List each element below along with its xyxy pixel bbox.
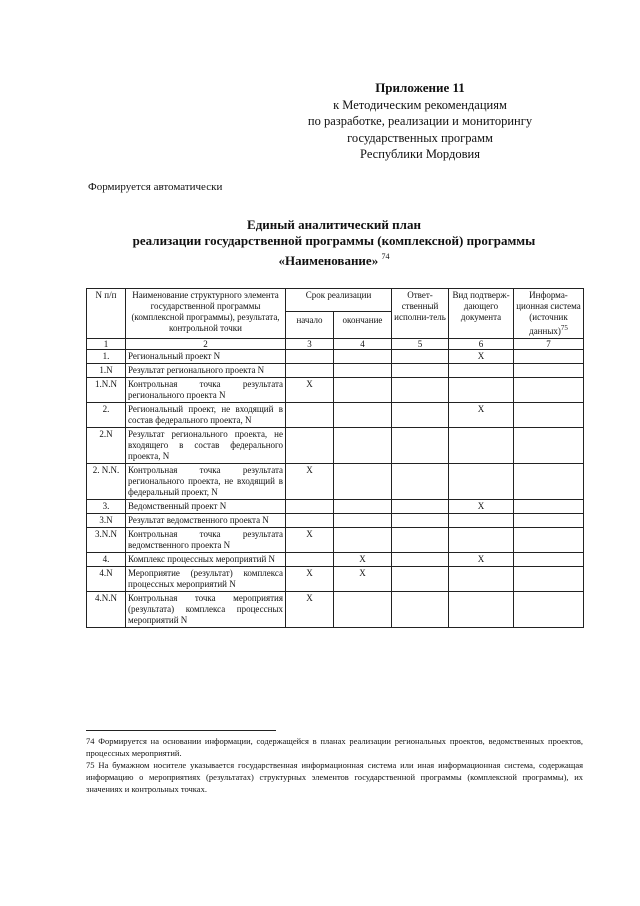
row-responsible (392, 378, 449, 403)
row-start (286, 500, 334, 514)
row-responsible (392, 567, 449, 592)
row-end (334, 428, 392, 464)
footnote-ref: 75 (560, 324, 568, 332)
row-name: Результат регионального проекта, не входящего в состав федерального проекта, N (126, 428, 286, 464)
row-info-system (514, 567, 584, 592)
footnote-divider (86, 730, 276, 731)
row-end: X (334, 567, 392, 592)
table-row (87, 350, 584, 364)
row-name: Ведомственный проект N (126, 500, 286, 514)
row-number: 4.N (87, 567, 126, 592)
row-responsible (392, 592, 449, 628)
table-row (87, 428, 584, 464)
row-start (286, 350, 334, 364)
row-end (334, 350, 392, 364)
row-document (449, 464, 514, 500)
row-info-system (514, 350, 584, 364)
plan-title-line (84, 249, 584, 269)
table-row (87, 528, 584, 553)
column-number-row (87, 339, 584, 350)
appendix-line: Республики Мордовия (360, 147, 480, 161)
row-end (334, 514, 392, 528)
row-document: X (449, 403, 514, 428)
row-start: X (286, 567, 334, 592)
row-number: 2. (87, 403, 126, 428)
row-number: 3.N.N (87, 528, 126, 553)
row-number: 2. N.N. (87, 464, 126, 500)
appendix-line: государственных программ (347, 130, 493, 145)
header-start: начало (286, 312, 334, 339)
row-document (449, 428, 514, 464)
row-start (286, 428, 334, 464)
plan-title (84, 217, 584, 269)
table-row (87, 592, 584, 628)
row-name: Контрольная точка результата ведомственного проекта N (126, 528, 286, 553)
auto-note: Формируется автоматически (88, 181, 223, 193)
table-row (87, 464, 584, 500)
row-name: Региональный проект N (126, 350, 286, 364)
column-number: 4 (334, 339, 392, 350)
row-end (334, 592, 392, 628)
row-document (449, 378, 514, 403)
row-document (449, 528, 514, 553)
row-responsible (392, 364, 449, 378)
row-document (449, 592, 514, 628)
plan-title-line: реализации государственной программы (комплексной) программы (132, 233, 536, 248)
header-end: окончание (334, 312, 392, 339)
table-row (87, 378, 584, 403)
row-responsible (392, 464, 449, 500)
row-document: X (449, 500, 514, 514)
table-row (87, 403, 584, 428)
header-info-system (514, 289, 584, 339)
footnote-ref: 74 (381, 252, 390, 261)
header-num: N п/п (87, 289, 126, 339)
header-row (87, 289, 584, 312)
row-responsible (392, 528, 449, 553)
column-number: 7 (514, 339, 584, 350)
row-info-system (514, 364, 584, 378)
row-start: X (286, 464, 334, 500)
row-number: 2.N (87, 428, 126, 464)
row-info-system (514, 378, 584, 403)
row-number: 1.N.N (87, 378, 126, 403)
footnote: 74 Формируется на основании информации, содержащейся в планах реализации региональных проектов, ведомственных проектов, процессных мероприятий. (86, 736, 583, 758)
appendix-line: по разработке, реализации и мониторингу (307, 114, 533, 128)
row-start (286, 514, 334, 528)
row-end (334, 364, 392, 378)
column-number: 3 (286, 339, 334, 350)
plan-table (86, 288, 584, 628)
row-start: X (286, 528, 334, 553)
table-row (87, 567, 584, 592)
row-number: 1. (87, 350, 126, 364)
row-name: Результат ведомственного проекта N (126, 514, 286, 528)
row-responsible (392, 514, 449, 528)
row-end: X (334, 553, 392, 567)
row-end (334, 464, 392, 500)
table-row (87, 500, 584, 514)
footnote: 75 На бумажном носителе указывается государственная информационная система или иная информационная система, содержащая информацию о мероприятиях (результатах) структурных элементов государственной программы (комплексной программы), их значениях и контрольных точках. (86, 760, 583, 794)
table-row (87, 364, 584, 378)
row-start: X (286, 378, 334, 403)
row-info-system (514, 528, 584, 553)
row-document (449, 567, 514, 592)
row-start (286, 364, 334, 378)
header-document: Вид подтверж-дающего документа (449, 289, 514, 339)
row-responsible (392, 553, 449, 567)
row-info-system (514, 500, 584, 514)
row-document (449, 514, 514, 528)
column-number: 5 (392, 339, 449, 350)
appendix-header (250, 80, 590, 163)
header-responsible: Ответ-ственный исполни-тель (392, 289, 449, 339)
plan-title-name: «Наименование» (278, 253, 379, 268)
row-document: X (449, 553, 514, 567)
row-end (334, 500, 392, 514)
appendix-line: к Методическим рекомендациям (333, 97, 507, 112)
row-info-system (514, 514, 584, 528)
column-number: 1 (87, 339, 126, 350)
row-number: 3. (87, 500, 126, 514)
row-responsible (392, 350, 449, 364)
row-info-system (514, 592, 584, 628)
row-name: Мероприятие (результат) комплекса процессных мероприятий N (126, 567, 286, 592)
footnotes (86, 730, 583, 795)
row-info-system (514, 403, 584, 428)
row-name: Контрольная точка результата регионального проекта N (126, 378, 286, 403)
row-number: 4. (87, 553, 126, 567)
column-number: 2 (126, 339, 286, 350)
header-name: Наименование структурного элемента государственной программы (комплексной программы), результата, контрольной точки (126, 289, 286, 339)
header-info-text: Информа-ционная система (источник данных) (516, 290, 581, 336)
row-name: Региональный проект, не входящий в состав федерального проекта, N (126, 403, 286, 428)
table-row (87, 514, 584, 528)
row-end (334, 403, 392, 428)
row-start (286, 403, 334, 428)
row-end (334, 528, 392, 553)
row-info-system (514, 428, 584, 464)
row-responsible (392, 403, 449, 428)
row-start (286, 553, 334, 567)
row-number: 4.N.N (87, 592, 126, 628)
row-info-system (514, 553, 584, 567)
row-info-system (514, 464, 584, 500)
row-name: Результат регионального проекта N (126, 364, 286, 378)
appendix-title: Приложение 11 (375, 80, 465, 95)
table-row (87, 553, 584, 567)
row-document: X (449, 350, 514, 364)
row-end (334, 378, 392, 403)
row-responsible (392, 428, 449, 464)
row-start: X (286, 592, 334, 628)
row-number: 3.N (87, 514, 126, 528)
plan-title-line: Единый аналитический план (247, 217, 421, 232)
row-name: Комплекс процессных мероприятий N (126, 553, 286, 567)
row-responsible (392, 500, 449, 514)
header-term: Срок реализации (286, 289, 392, 312)
row-number: 1.N (87, 364, 126, 378)
row-name: Контрольная точка мероприятия (результата) комплекса процессных мероприятий N (126, 592, 286, 628)
row-name: Контрольная точка результата регионального проекта, не входящий в федеральный проект, N (126, 464, 286, 500)
column-number: 6 (449, 339, 514, 350)
row-document (449, 364, 514, 378)
